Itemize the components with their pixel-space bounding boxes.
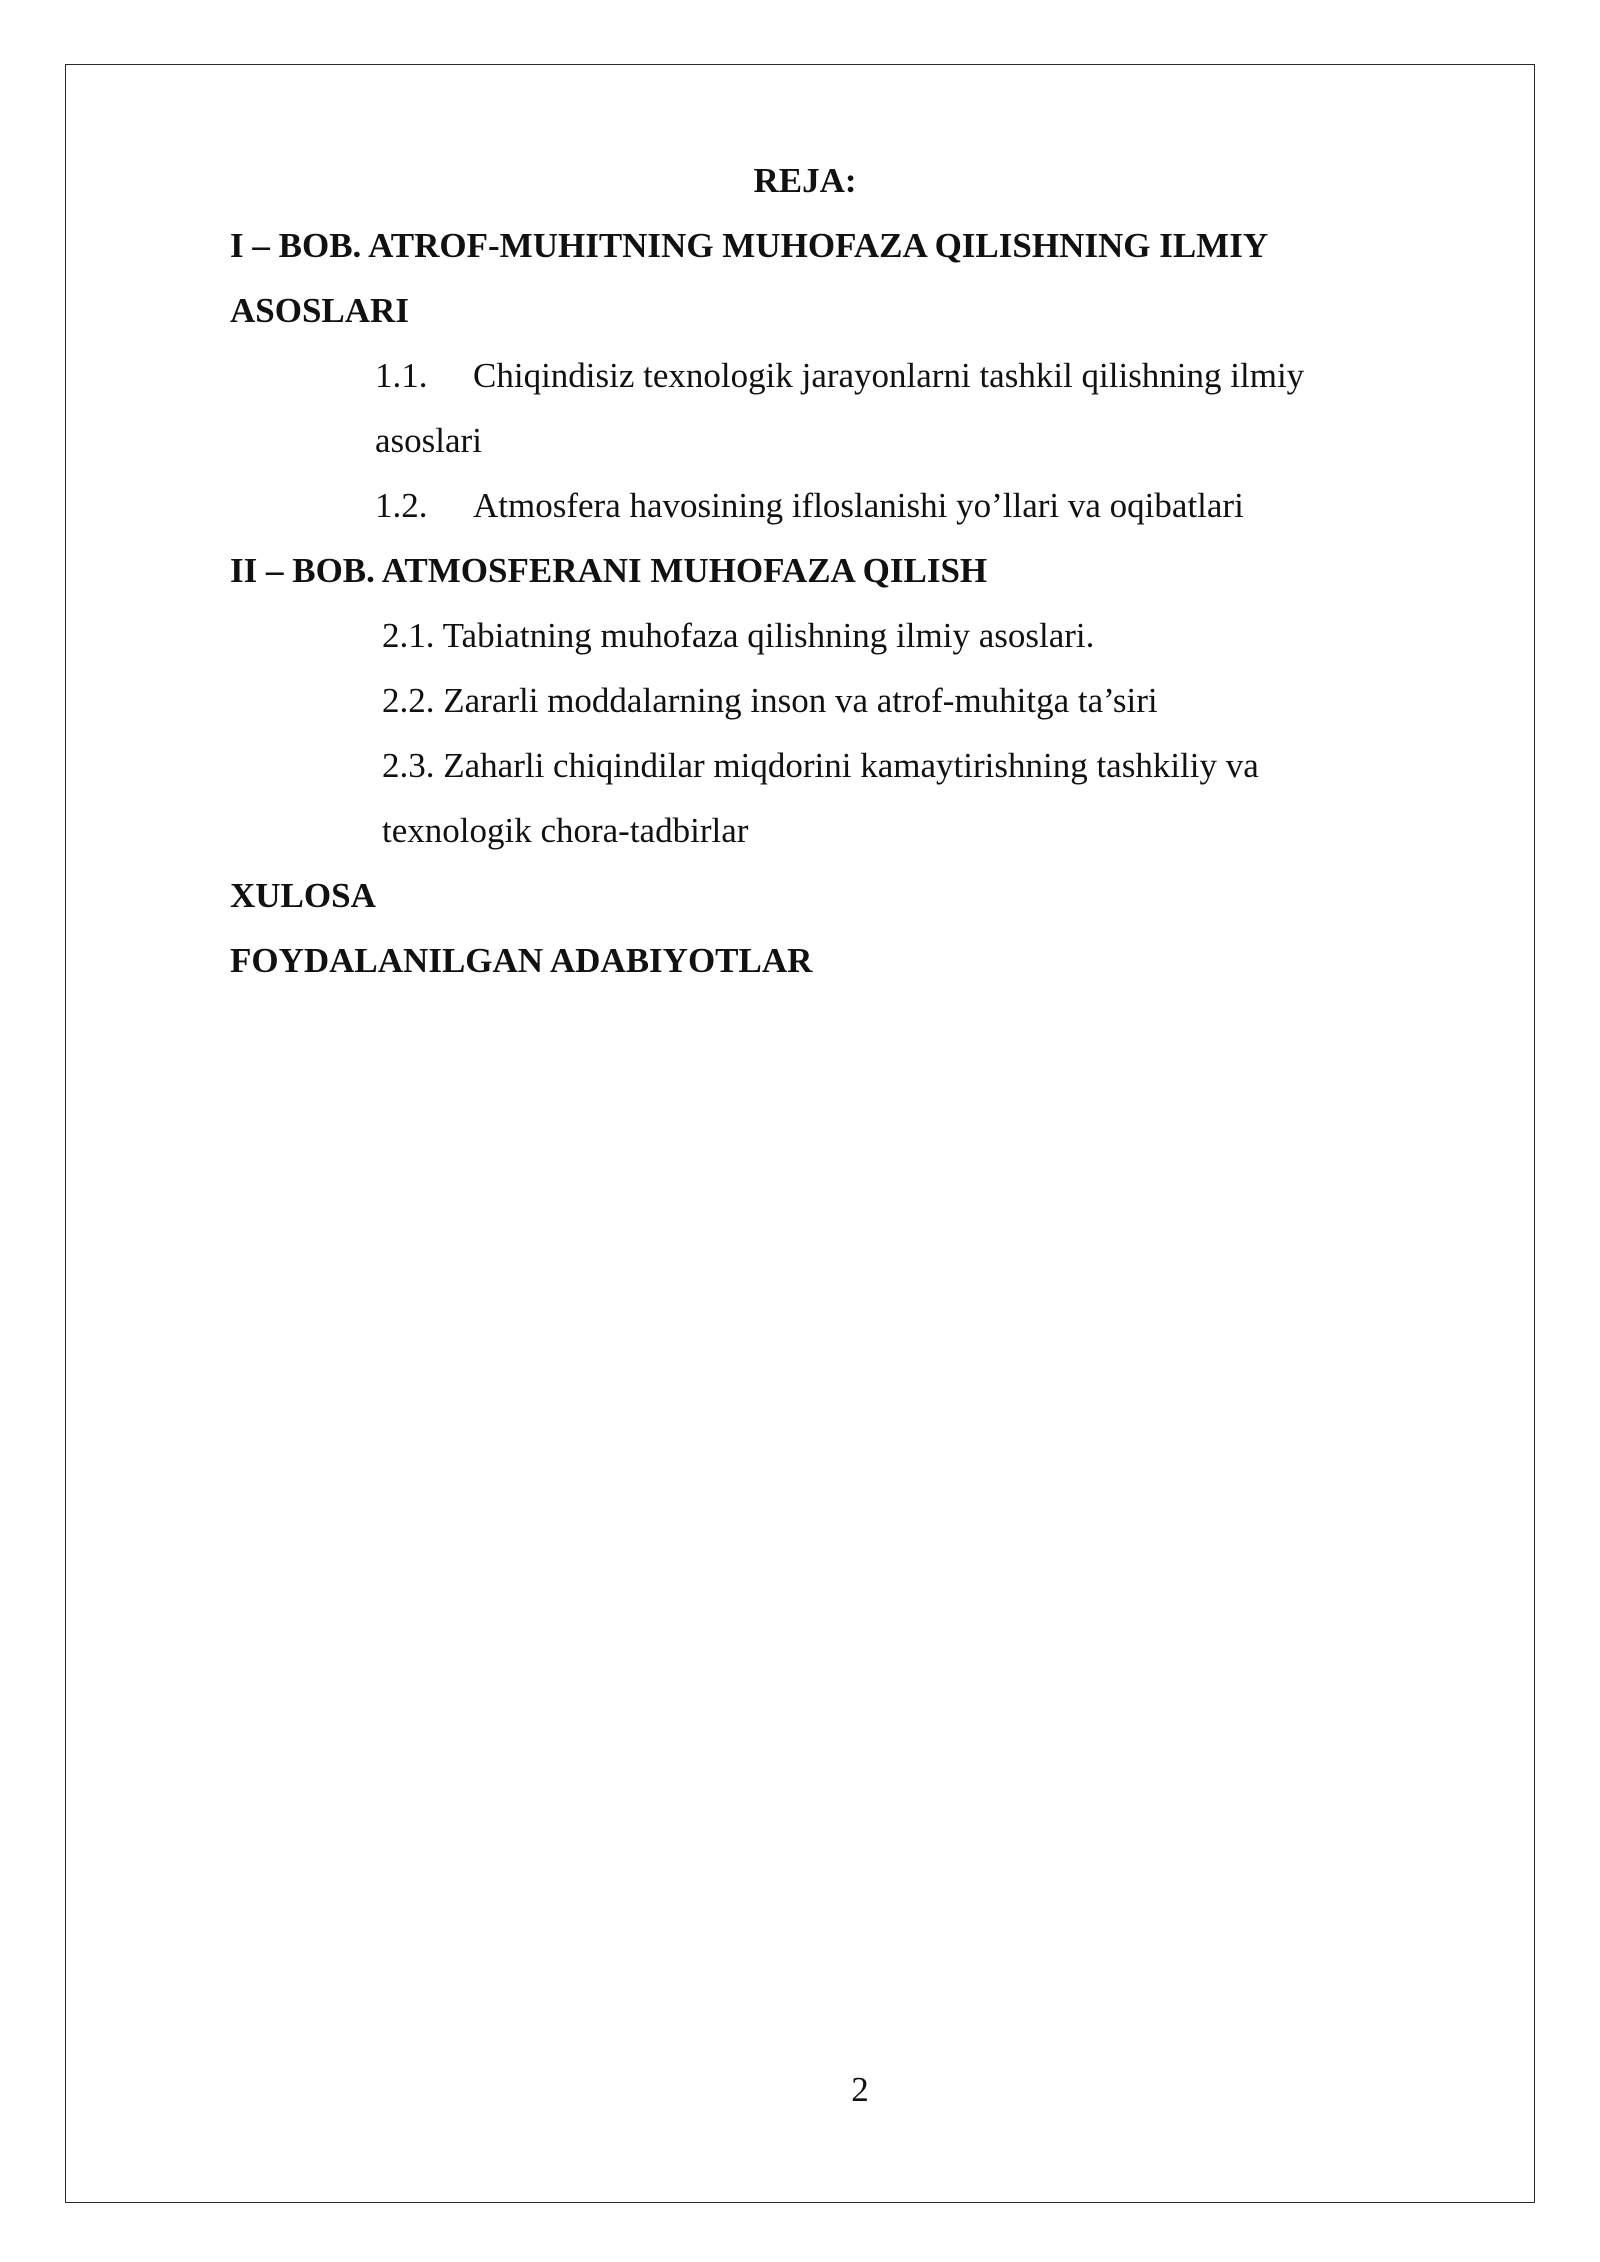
chapter-2-heading: II – BOB. ATMOSFERANI MUHOFAZA QILISH [230, 551, 988, 590]
section-1-1-number: 1.1. [375, 356, 428, 395]
section-2-3-line-2: texnologik chora-tadbirlar [382, 811, 749, 850]
section-1-1-title-line-2: asoslari [375, 421, 482, 460]
page-title: REJA: [753, 161, 857, 200]
page-number: 2 [851, 2070, 869, 2109]
references-heading: FOYDALANILGAN ADABIYOTLAR [230, 941, 813, 980]
section-1-2 [230, 473, 1380, 538]
chapter-1-heading-line-2: ASOSLARI [230, 291, 409, 330]
section-1-2-title: Atmosfera havosining ifloslanishi yo’llari va oqibatlari [473, 486, 1244, 525]
section-2-1: 2.1. Tabiatning muhofaza qilishning ilmiy asoslari. [382, 616, 1095, 655]
section-2-2: 2.2. Zararli moddalarning inson va atrof-muhitga ta’siri [382, 681, 1158, 720]
section-1-2-number: 1.2. [375, 486, 428, 525]
section-2-3-line-1: 2.3. Zaharli chiqindilar miqdorini kamaytirishning tashkiliy va [382, 746, 1259, 785]
conclusion-heading: XULOSA [230, 876, 376, 915]
table-of-contents [230, 148, 1380, 993]
section-1-1-title-line-1: Chiqindisiz texnologik jarayonlarni tashkil qilishning ilmiy [473, 356, 1305, 395]
section-1-1 [230, 343, 1380, 408]
chapter-1-heading-line-1: I – BOB. ATROF-MUHITNING MUHOFAZA QILISHNING ILMIY [230, 226, 1269, 265]
